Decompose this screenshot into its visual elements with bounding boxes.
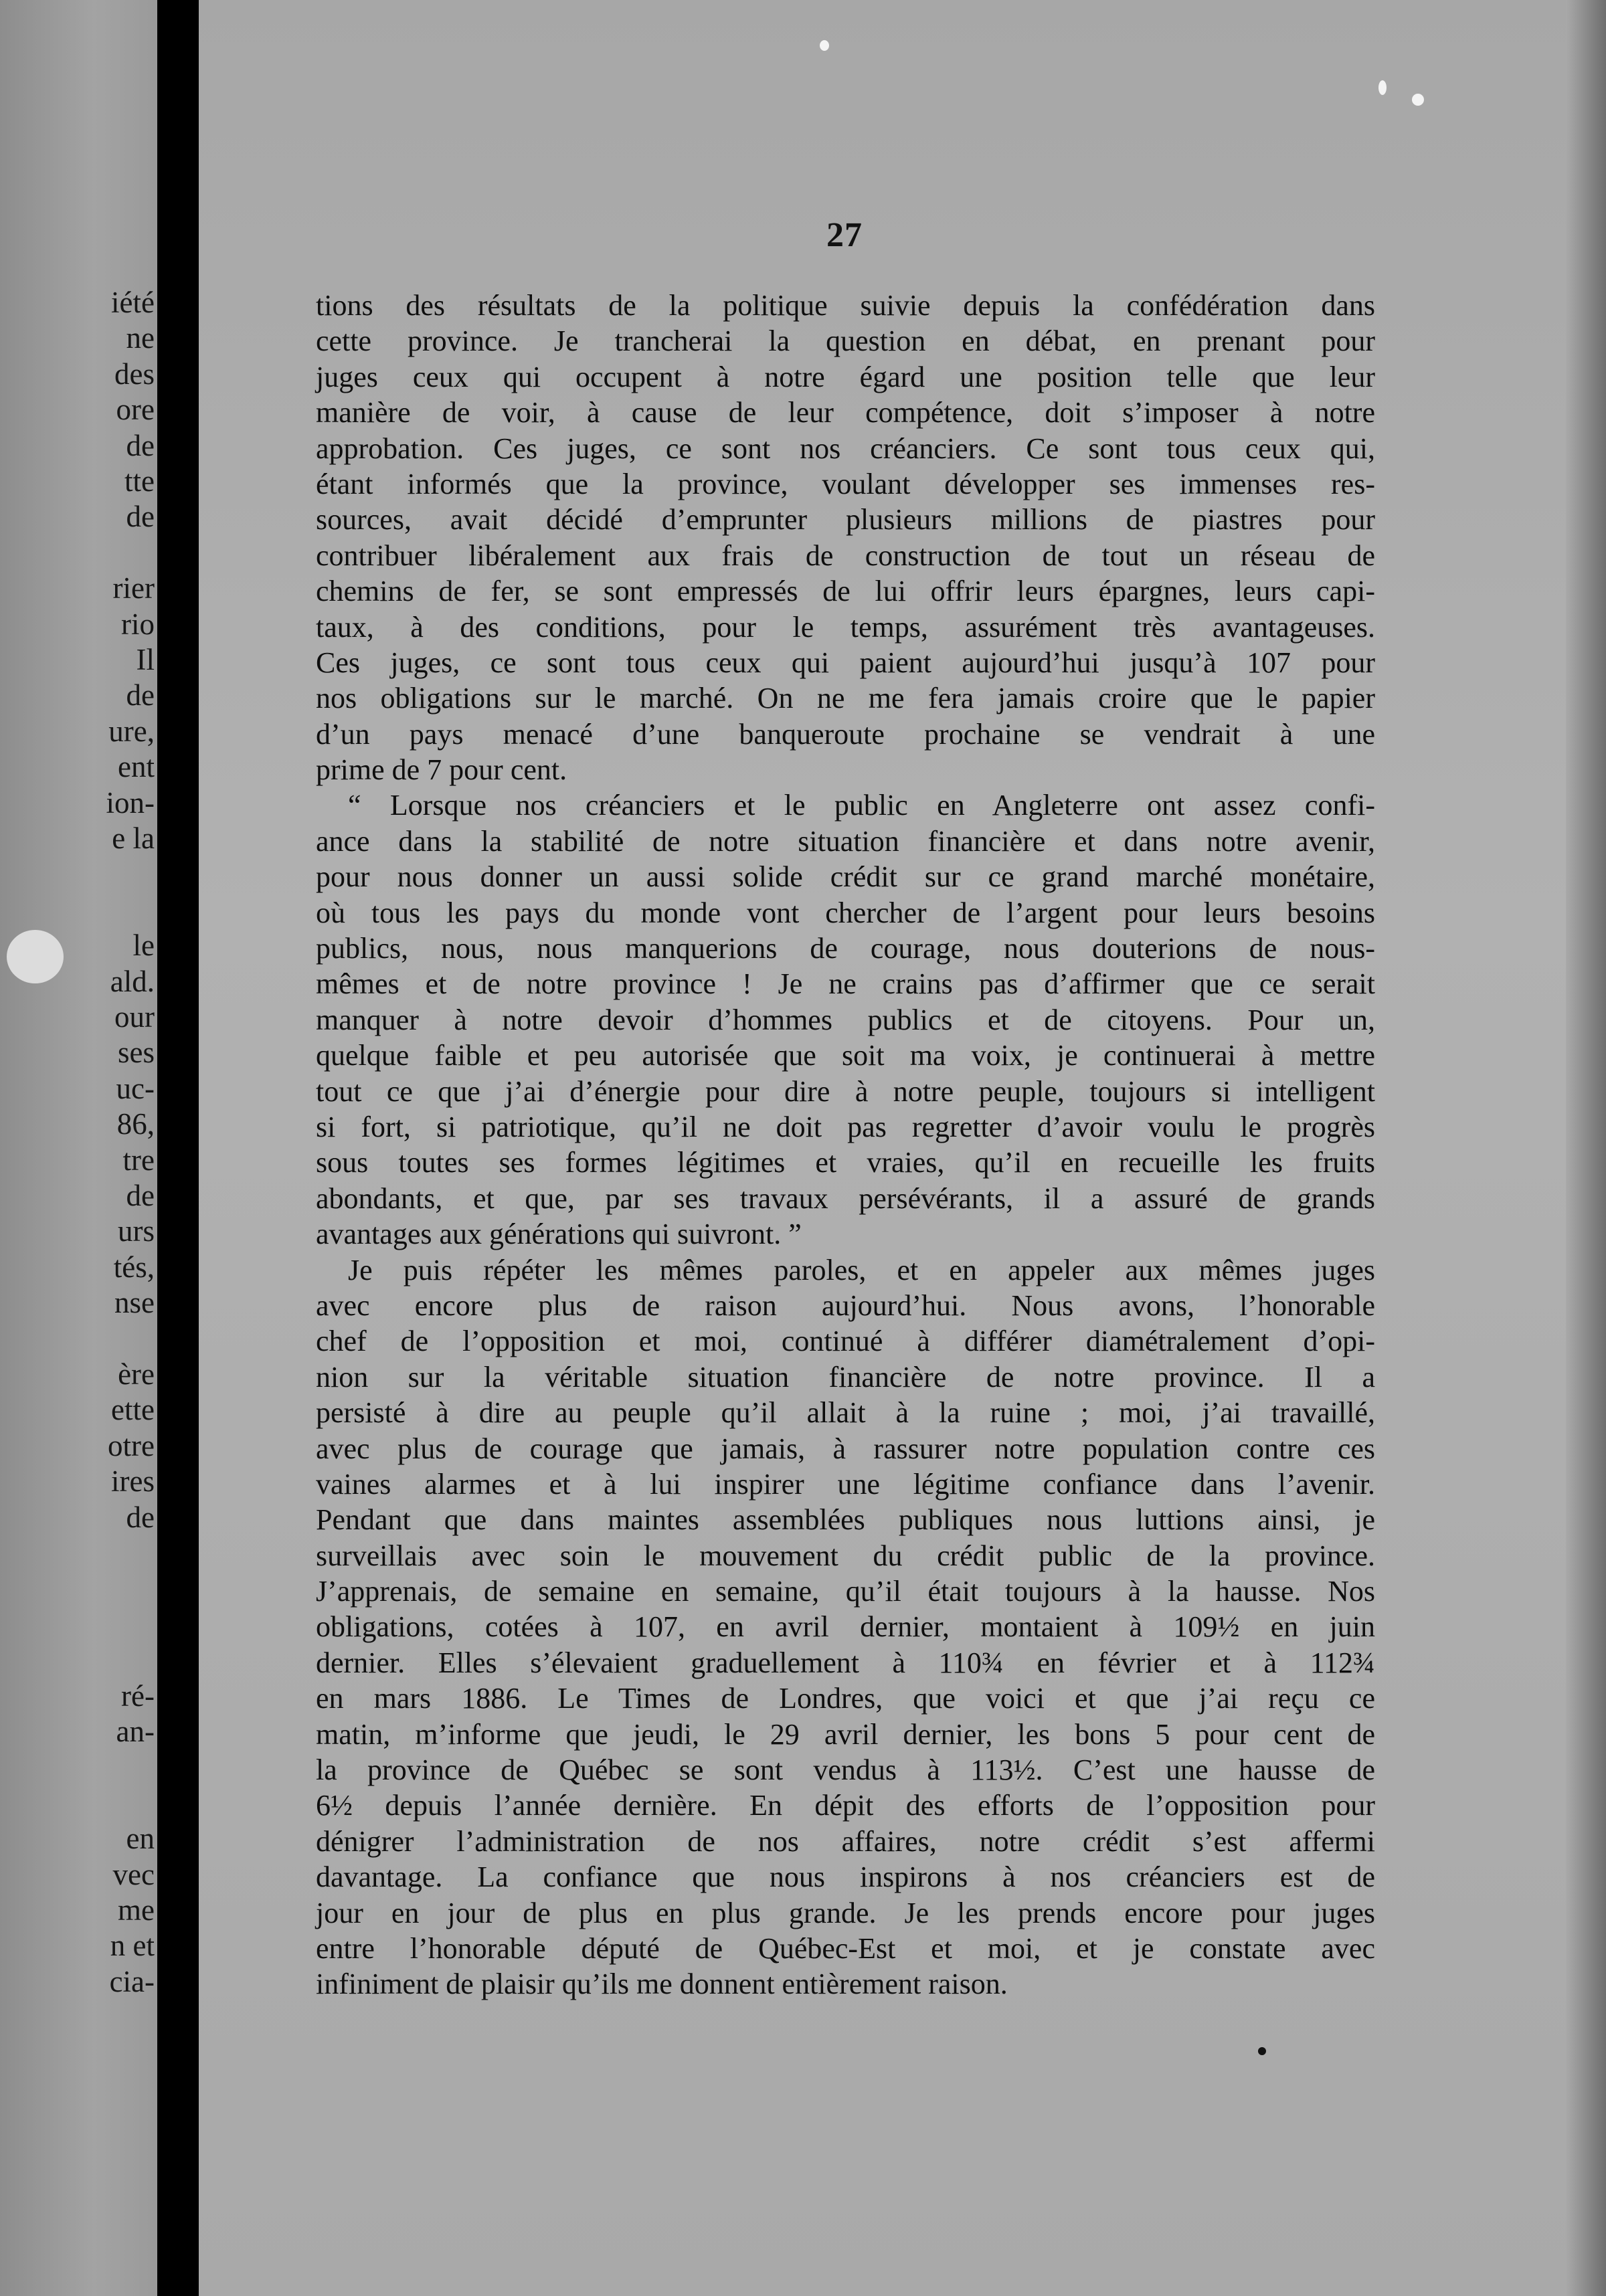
text-line: infiniment de plaisir qu’ils me donnent entièrement raison. [316, 1968, 1008, 2001]
text-line: davantage. La confiance que nous inspirons à nos créanciers est de [316, 1860, 1375, 1894]
margin-fragment: ires [111, 1464, 155, 1499]
text-line: étant informés que la province, voulant développer ses immenses res- [316, 467, 1375, 500]
text-line: avec encore plus de raison aujourd’hui. Nous avons, l’honorable [316, 1288, 1375, 1322]
text-line: pour nous donner un aussi solide crédit sur ce grand marché monétaire, [316, 860, 1375, 894]
margin-fragment: en [126, 1822, 155, 1856]
text-line: juges ceux qui occupent à notre égard une position telle que leur [316, 360, 1375, 393]
text-line: taux, à des conditions, pour le temps, assurément très avantageuses. [316, 610, 1375, 644]
text-line: chef de l’opposition et moi, continué à différer diamétralement d’opi- [316, 1325, 1375, 1358]
text-line: Ces juges, ce sont tous ceux qui paient aujourd’hui jusqu’à 107 pour [316, 646, 1375, 679]
margin-fragment: de [126, 1500, 155, 1534]
paragraph [316, 288, 1375, 787]
margin-fragment: tés, [113, 1250, 155, 1284]
text-line: “ Lorsque nos créanciers et le public en Angleterre ont assez confi- [348, 789, 1375, 822]
text-line: si fort, si patriotique, qu’il ne doit pas regretter d’avoir voulu le progrès [316, 1110, 1375, 1143]
text-line: surveillais avec soin le mouvement du crédit public de la province. [316, 1539, 1375, 1572]
margin-fragment: des [114, 357, 155, 391]
margin-fragment: ette [111, 1393, 155, 1427]
scan-speck [1378, 80, 1387, 95]
scan-speck [820, 40, 829, 51]
scan-speck [7, 930, 64, 983]
margin-fragment: de [126, 428, 155, 462]
text-line: ance dans la stabilité de notre situation financière et dans notre avenir, [316, 824, 1375, 858]
paragraph [316, 1252, 1375, 2002]
margin-fragment: de [126, 500, 155, 534]
text-line: d’un pays menacé d’une banqueroute prochaine se vendrait à une [316, 717, 1375, 751]
margin-fragment: n et [110, 1929, 155, 1963]
book-gutter [157, 0, 199, 2296]
text-line: approbation. Ces juges, ce sont nos créanciers. Ce sont tous ceux qui, [316, 432, 1375, 465]
margin-fragment: le [132, 929, 155, 963]
text-line: manquer à notre devoir d’hommes publics et de citoyens. Pour un, [316, 1003, 1375, 1036]
text-line: en mars 1886. Le Times de Londres, que voici et que j’ai reçu ce [316, 1682, 1375, 1715]
text-line: la province de Québec se sont vendus à 113½. C’est une hausse de [316, 1753, 1375, 1787]
margin-fragment: vec [112, 1857, 155, 1891]
scan-speck [1412, 94, 1424, 106]
facing-page-margin-text [0, 0, 157, 2296]
margin-fragment: ère [118, 1357, 155, 1391]
margin-fragment: ent [118, 750, 155, 784]
text-line: chemins de fer, se sont empressés de lui offrir leurs épargnes, leurs capi- [316, 575, 1375, 608]
text-line: mêmes et de notre province ! Je ne crains pas d’affirmer que ce serait [316, 967, 1375, 1001]
text-line: dernier. Elles s’élevaient graduellement à 110¾ en février et à 112¾ [316, 1646, 1375, 1679]
scan-speck [1258, 2047, 1266, 2055]
text-line: cette province. Je trancherai la question en débat, en prenant pour [316, 324, 1375, 358]
text-line: vaines alarmes et à lui inspirer une légitime confiance dans l’avenir. [316, 1467, 1375, 1501]
text-line: jour en jour de plus en plus grande. Je les prends encore pour juges [316, 1896, 1375, 1929]
text-line: nos obligations sur le marché. On ne me fera jamais croire que le papier [316, 682, 1375, 715]
text-line: où tous les pays du monde vont chercher de l’argent pour leurs besoins [316, 896, 1375, 929]
margin-fragment: Il [136, 643, 155, 676]
paragraph [316, 787, 1375, 1252]
margin-fragment: ne [126, 321, 155, 355]
margin-fragment: rier [112, 571, 155, 605]
margin-fragment: rio [121, 607, 155, 641]
text-line: dénigrer l’administration de nos affaires, notre crédit s’est affermi [316, 1824, 1375, 1858]
text-line: obligations, cotées à 107, en avril dernier, montaient à 109½ en juin [316, 1610, 1375, 1644]
margin-fragment: uc- [116, 1071, 155, 1105]
text-line: quelque faible et peu autorisée que soit ma voix, je continuerai à mettre [316, 1039, 1375, 1072]
text-line: 6½ depuis l’année dernière. En dépit des efforts de l’opposition pour [316, 1789, 1375, 1822]
margin-fragment: otre [108, 1428, 155, 1462]
page-number: 27 [826, 216, 863, 254]
text-line: tout ce que j’ai d’énergie pour dire à notre peuple, toujours si intelligent [316, 1074, 1375, 1108]
margin-fragment: ses [118, 1036, 155, 1070]
margin-fragment: me [118, 1893, 155, 1927]
margin-fragment: ore [116, 393, 155, 427]
body-text [316, 288, 1375, 2002]
text-line: matin, m’informe que jeudi, le 29 avril dernier, les bons 5 pour cent de [316, 1717, 1375, 1751]
margin-fragment: urs [118, 1214, 155, 1248]
text-line: publics, nous, nous manquerions de courage, nous douterions de nous- [316, 932, 1375, 965]
margin-fragment: ion- [106, 785, 155, 820]
text-line: sources, avait décidé d’emprunter plusieurs millions de piastres pour [316, 503, 1375, 537]
text-line: contribuer libéralement aux frais de construction de tout un réseau de [316, 539, 1375, 572]
text-line: avantages aux générations qui suivront. ” [316, 1218, 802, 1251]
margin-fragment: 86, [116, 1107, 155, 1141]
text-line: entre l’honorable député de Québec-Est et moi, et je constate avec [316, 1931, 1375, 1965]
margin-fragment: an- [116, 1715, 155, 1748]
text-line: avec plus de courage que jamais, à rassurer notre population contre ces [316, 1432, 1375, 1465]
margin-fragment: tte [124, 464, 155, 498]
text-line: J’apprenais, de semaine en semaine, qu’il était toujours à la hausse. Nos [316, 1575, 1375, 1608]
margin-fragment: e la [112, 822, 155, 855]
margin-fragment: ald. [110, 964, 155, 998]
text-line: manière de voir, à cause de leur compétence, doit s’imposer à notre [316, 396, 1375, 429]
text-line: persisté à dire au peuple qu’il allait à la ruine ; moi, j’ai travaillé, [316, 1396, 1375, 1430]
text-line: tions des résultats de la politique suivie depuis la confédération dans [316, 289, 1375, 322]
text-line: sous toutes ses formes légitimes et vraies, qu’il en recueille les fruits [316, 1146, 1375, 1179]
margin-fragment: iété [111, 286, 155, 319]
margin-fragment: nse [114, 1286, 155, 1320]
margin-fragment: cia- [109, 1964, 155, 1998]
text-line: prime de 7 pour cent. [316, 753, 567, 787]
text-line: Je puis répéter les mêmes paroles, et en appeler aux mêmes juges [348, 1253, 1375, 1286]
page-edge-shadow [1566, 0, 1606, 2296]
margin-fragment: tre [122, 1143, 155, 1177]
margin-fragment: de [126, 678, 155, 712]
margin-fragment: ure, [108, 714, 155, 748]
text-line: Pendant que dans maintes assemblées publiques nous luttions ainsi, je [316, 1503, 1375, 1537]
text-line: abondants, et que, par ses travaux persévérants, il a assuré de grands [316, 1181, 1375, 1215]
margin-fragment: ré- [121, 1679, 155, 1713]
text-line: nion sur la véritable situation financière de notre province. Il a [316, 1360, 1375, 1394]
margin-fragment: our [114, 1000, 155, 1034]
facing-page-left [0, 0, 157, 2296]
margin-fragment: de [126, 1179, 155, 1212]
